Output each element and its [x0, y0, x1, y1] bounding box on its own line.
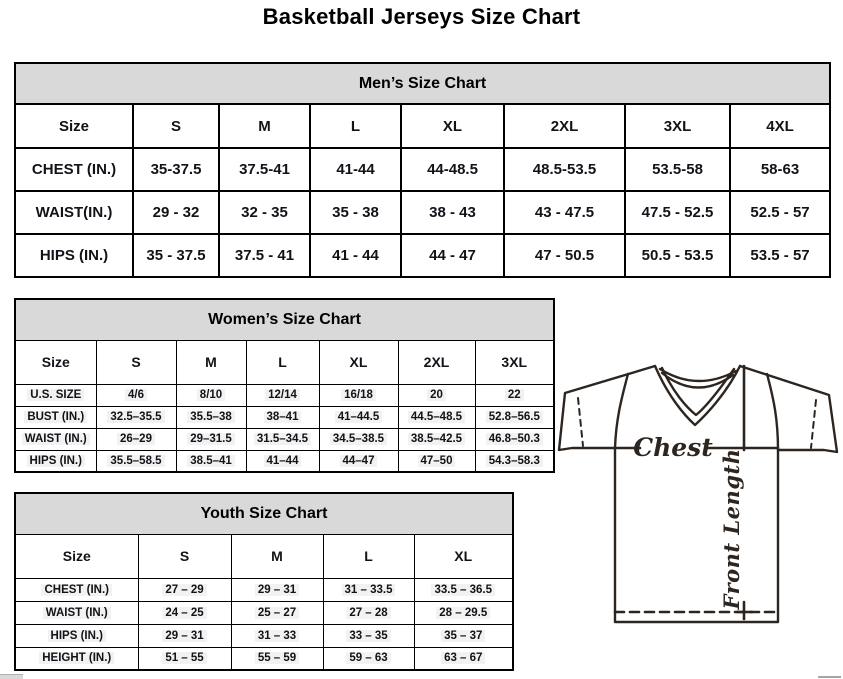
youth-cell: 59 – 63	[323, 647, 414, 670]
youth-cell: 33 – 35	[323, 624, 414, 647]
womens-cell: 38–41	[246, 406, 319, 428]
youth-cell: 63 – 67	[414, 647, 513, 670]
mens-cell: 41-44	[310, 148, 401, 191]
mens-col-header-3xl: 3XL	[625, 104, 730, 148]
youth-cell: 31 – 33.5	[323, 578, 414, 601]
mens-size-chart-table	[14, 62, 831, 278]
womens-cell: 46.8–50.3	[475, 428, 554, 450]
youth-size-header: Size	[15, 534, 138, 578]
page-title: Basketball Jerseys Size Chart	[262, 4, 581, 29]
womens-cell: 38.5–41	[176, 450, 246, 472]
mens-row-label: WAIST(IN.)	[15, 191, 133, 234]
womens-cell: 41–44	[246, 450, 319, 472]
mens-cell: 47.5 - 52.5	[625, 191, 730, 234]
youth-size-chart-table	[14, 492, 514, 671]
womens-cell: 52.8–56.5	[475, 406, 554, 428]
mens-row-label: HIPS (IN.)	[15, 234, 133, 277]
youth-cell: 28 – 29.5	[414, 601, 513, 624]
womens-cell: 54.3–58.3	[475, 450, 554, 472]
jersey-collar	[655, 366, 740, 425]
mens-row	[15, 148, 830, 191]
womens-col-header-m: M	[176, 340, 246, 384]
womens-cell: 31.5–34.5	[246, 428, 319, 450]
womens-row-label: U.S. SIZE	[15, 384, 96, 406]
womens-row	[15, 384, 554, 406]
mens-cell: 43 - 47.5	[504, 191, 625, 234]
youth-col-header-m: M	[231, 534, 323, 578]
womens-col-header-l: L	[246, 340, 319, 384]
womens-cell: 44.5–48.5	[398, 406, 475, 428]
youth-cell: 55 – 59	[231, 647, 323, 670]
mens-cell: 53.5 - 57	[730, 234, 830, 277]
mens-cell: 32 - 35	[219, 191, 310, 234]
youth-cell: 35 – 37	[414, 624, 513, 647]
youth-cell: 33.5 – 36.5	[414, 578, 513, 601]
cropped-fragment-bottom-left	[0, 674, 23, 679]
womens-cell: 35.5–58.5	[96, 450, 176, 472]
mens-cell: 44-48.5	[401, 148, 504, 191]
womens-cell: 22	[475, 384, 554, 406]
right-cuff-stitch-dashes	[811, 400, 816, 448]
mens-cell: 35-37.5	[133, 148, 219, 191]
youth-cell: 51 – 55	[138, 647, 231, 670]
mens-cell: 52.5 - 57	[730, 191, 830, 234]
womens-cell: 16/18	[319, 384, 398, 406]
youth-row-label: HIPS (IN.)	[15, 624, 138, 647]
womens-cell: 12/14	[246, 384, 319, 406]
front-length-label: Front Length	[719, 448, 744, 610]
cropped-fragment-bottom-right	[818, 676, 841, 678]
womens-col-header-2xl: 2XL	[398, 340, 475, 384]
womens-row-label: HIPS (IN.)	[15, 450, 96, 472]
youth-row	[15, 647, 513, 670]
womens-cell: 20	[398, 384, 475, 406]
youth-cell: 27 – 29	[138, 578, 231, 601]
youth-cell: 27 – 28	[323, 601, 414, 624]
mens-cell: 44 - 47	[401, 234, 504, 277]
youth-row	[15, 601, 513, 624]
youth-col-header-s: S	[138, 534, 231, 578]
womens-row	[15, 450, 554, 472]
womens-row	[15, 406, 554, 428]
womens-cell: 44–47	[319, 450, 398, 472]
youth-col-header-xl: XL	[414, 534, 513, 578]
womens-cell: 26–29	[96, 428, 176, 450]
womens-cell: 34.5–38.5	[319, 428, 398, 450]
womens-table-title: Women’s Size Chart	[15, 299, 554, 340]
youth-row-label: HEIGHT (IN.)	[15, 647, 138, 670]
youth-cell: 29 – 31	[138, 624, 231, 647]
youth-row	[15, 624, 513, 647]
mens-col-header-l: L	[310, 104, 401, 148]
mens-cell: 53.5-58	[625, 148, 730, 191]
mens-row	[15, 234, 830, 277]
mens-cell: 58-63	[730, 148, 830, 191]
mens-cell: 37.5-41	[219, 148, 310, 191]
mens-cell: 35 - 38	[310, 191, 401, 234]
mens-cell: 37.5 - 41	[219, 234, 310, 277]
mens-cell: 35 - 37.5	[133, 234, 219, 277]
mens-table-title: Men’s Size Chart	[15, 63, 830, 104]
mens-cell: 50.5 - 53.5	[625, 234, 730, 277]
womens-cell: 47–50	[398, 450, 475, 472]
womens-col-header-3xl: 3XL	[475, 340, 554, 384]
left-cuff-stitch-dashes	[578, 398, 583, 446]
youth-row-label: WAIST (IN.)	[15, 601, 138, 624]
youth-cell: 24 – 25	[138, 601, 231, 624]
womens-size-chart-table	[14, 298, 555, 473]
mens-col-header-2xl: 2XL	[504, 104, 625, 148]
womens-size-header: Size	[15, 340, 96, 384]
mens-col-header-s: S	[133, 104, 219, 148]
youth-row-label: CHEST (IN.)	[15, 578, 138, 601]
mens-row-label: CHEST (IN.)	[15, 148, 133, 191]
mens-size-header: Size	[15, 104, 133, 148]
mens-cell: 47 - 50.5	[504, 234, 625, 277]
jersey-measurement-diagram	[556, 362, 840, 630]
womens-row-label: WAIST (IN.)	[15, 428, 96, 450]
mens-col-header-4xl: 4XL	[730, 104, 830, 148]
womens-row-label: BUST (IN.)	[15, 406, 96, 428]
womens-cell: 35.5–38	[176, 406, 246, 428]
mens-col-header-xl: XL	[401, 104, 504, 148]
womens-cell: 29–31.5	[176, 428, 246, 450]
womens-row	[15, 428, 554, 450]
youth-col-header-l: L	[323, 534, 414, 578]
mens-col-header-m: M	[219, 104, 310, 148]
youth-cell: 31 – 33	[231, 624, 323, 647]
womens-cell: 41–44.5	[319, 406, 398, 428]
youth-cell: 29 – 31	[231, 578, 323, 601]
womens-col-header-s: S	[96, 340, 176, 384]
womens-cell: 38.5–42.5	[398, 428, 475, 450]
chest-label: Chest	[633, 433, 713, 462]
womens-cell: 8/10	[176, 384, 246, 406]
youth-cell: 25 – 27	[231, 601, 323, 624]
mens-cell: 29 - 32	[133, 191, 219, 234]
youth-row	[15, 578, 513, 601]
youth-table-title: Youth Size Chart	[15, 493, 513, 534]
womens-col-header-xl: XL	[319, 340, 398, 384]
womens-cell: 32.5–35.5	[96, 406, 176, 428]
mens-cell: 38 - 43	[401, 191, 504, 234]
mens-row	[15, 191, 830, 234]
womens-cell: 4/6	[96, 384, 176, 406]
jersey-outline	[559, 366, 837, 622]
mens-cell: 41 - 44	[310, 234, 401, 277]
mens-cell: 48.5-53.5	[504, 148, 625, 191]
